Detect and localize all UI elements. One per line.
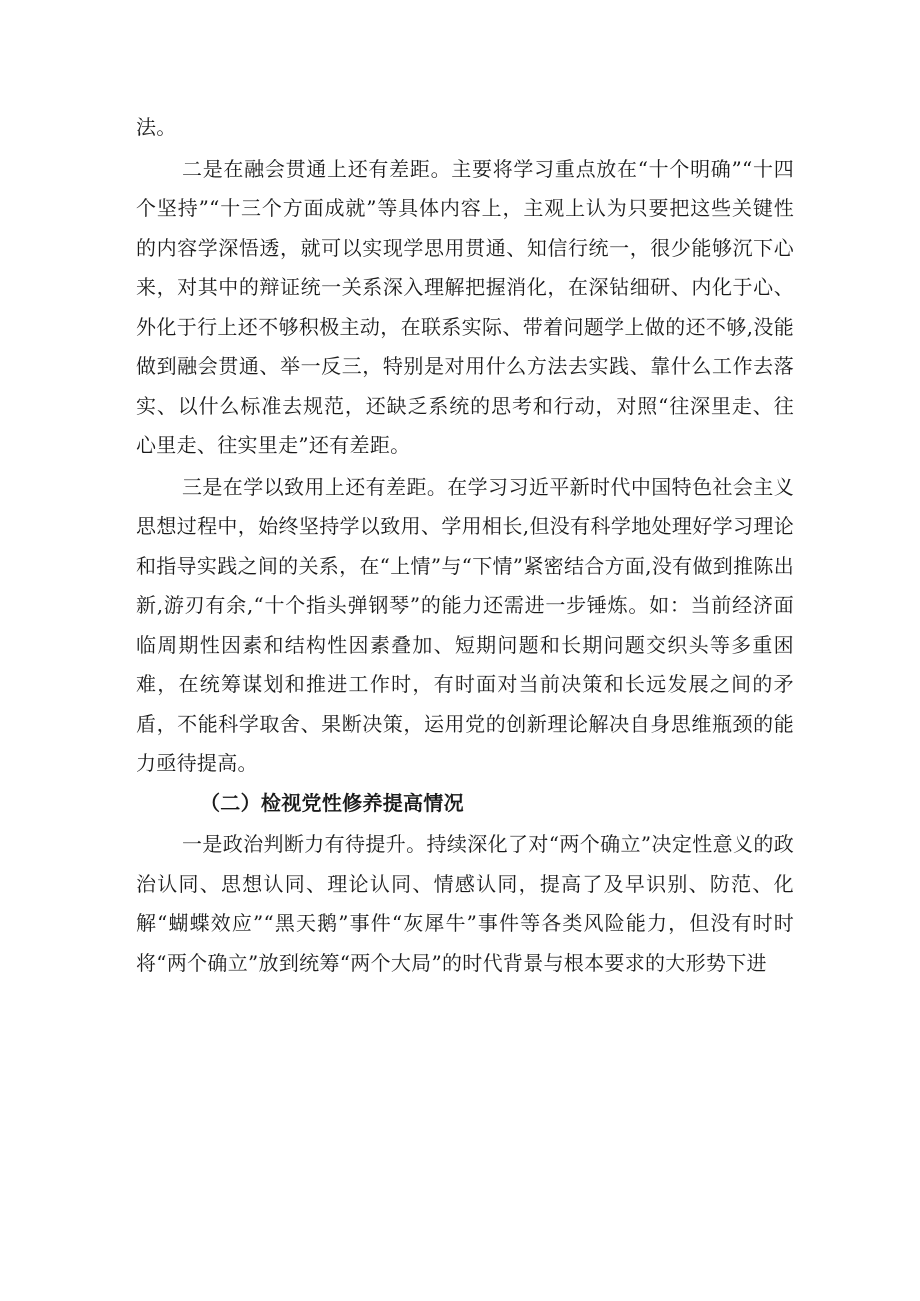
paragraph-fragment: 法。 [136,115,177,139]
section-heading-party-spirit: （二）检视党性修养提高情况 [200,790,464,815]
paragraph-application-gap: 三是在学以致用上还有差距。在学习习近平新时代中国特色社会主义思想过程中，始终坚持学以致用、学用相长,但没有科学地处理好学习理论和指导实践之间的关系，在“上情”与“下情”紧密结合方面,没有做到推陈出新,游刃有余,“十个指头弹钢琴”的能力还需进一步锤炼。如：当前经济面临周期性因素和结构性因素叠加、短期问题和长期问题交织头等多重困难，在统筹谋划和推进工作时，有时面对当前决策和长远发展之间的矛盾，不能科学取舍、果断决策，运用党的创新理论解决自身思维瓶颈的能力亟待提高。 [136,474,794,775]
paragraph-political-judgment: 一是政治判断力有待提升。持续深化了对“两个确立”决定性意义的政治认同、思想认同、理论认同、情感认同，提高了及早识别、防范、化解“蝴蝶效应”“黑天鹅”事件“灰犀牛”事件等各类风险能力，但没有时时将“两个确立”放到统筹“两个大局”的时代背景与根本要求的大形势下进 [136,832,794,975]
paragraph-integration-gap: 二是在融会贯通上还有差距。主要将学习重点放在“十个明确”“十四个坚持”“十三个方面成就”等具体内容上，主观上认为只要把这些关键性的内容学深悟透，就可以实现学思用贯通、知信行统一，很少能够沉下心来，对其中的辩证统一关系深入理解把握消化，在深钻细研、内化于心、外化于行上还不够积极主动，在联系实际、带着问题学上做的还不够,没能做到融会贯通、举一反三，特别是对用什么方法去实践、靠什么工作去落实、以什么标准去规范，还缺乏系统的思考和行动，对照“往深里走、往心里走、往实里走”还有差距。 [136,156,794,457]
document-page [136,108,794,983]
